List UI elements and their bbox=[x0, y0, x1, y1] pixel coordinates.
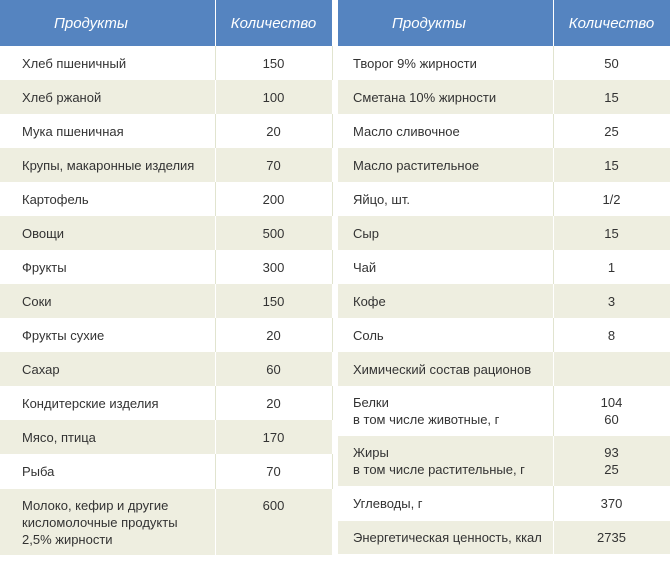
product-name: Углеводы, г bbox=[338, 486, 553, 521]
product-quantity: 20 bbox=[215, 318, 332, 352]
header-quantity: Количество bbox=[215, 0, 332, 46]
product-name bbox=[338, 386, 553, 436]
table-row bbox=[338, 436, 670, 486]
product-name: Крупы, макаронные изделия bbox=[0, 148, 215, 182]
product-quantity bbox=[553, 386, 670, 436]
quantity-line: 60 bbox=[604, 412, 619, 427]
product-quantity: 150 bbox=[215, 46, 332, 80]
product-name: Яйцо, шт. bbox=[338, 182, 553, 216]
table-row bbox=[338, 486, 670, 521]
table-row bbox=[338, 114, 670, 148]
product-quantity: 15 bbox=[553, 148, 670, 182]
products-table-left bbox=[0, 0, 333, 555]
section-heading: Химический состав рационов bbox=[338, 352, 553, 386]
product-name: Фрукты bbox=[0, 250, 215, 284]
header-quantity: Количество bbox=[553, 0, 670, 46]
product-name: Рыба bbox=[0, 454, 215, 489]
products-table-right bbox=[338, 0, 670, 554]
product-quantity: 20 bbox=[215, 386, 332, 420]
product-name-line: Молоко, кефир и другие bbox=[22, 497, 169, 513]
product-quantity: 500 bbox=[215, 216, 332, 250]
product-name: Творог 9% жирности bbox=[338, 46, 553, 80]
table-row bbox=[338, 521, 670, 554]
header-products: Продукты bbox=[0, 0, 215, 46]
product-quantity: 60 bbox=[215, 352, 332, 386]
table-row bbox=[0, 114, 332, 148]
header-row bbox=[338, 0, 670, 46]
product-quantity: 1 bbox=[553, 250, 670, 284]
product-name: Масло сливочное bbox=[338, 114, 553, 148]
product-name bbox=[338, 436, 553, 486]
product-quantity: 370 bbox=[553, 486, 670, 521]
product-name: Картофель bbox=[0, 182, 215, 216]
product-quantity bbox=[553, 352, 670, 386]
product-name: Хлеб ржаной bbox=[0, 80, 215, 114]
product-quantity: 70 bbox=[215, 454, 332, 489]
product-name bbox=[0, 489, 215, 555]
quantity-line: 93 bbox=[604, 445, 619, 460]
header-row bbox=[0, 0, 332, 46]
quantity-line: 104 bbox=[600, 395, 623, 410]
section-heading-row bbox=[338, 352, 670, 386]
product-quantity: 300 bbox=[215, 250, 332, 284]
product-quantity: 2735 bbox=[553, 521, 670, 554]
product-name: Сыр bbox=[338, 216, 553, 250]
product-name: Сахар bbox=[0, 352, 215, 386]
product-quantity: 3 bbox=[553, 284, 670, 318]
table-row bbox=[0, 318, 332, 352]
table-row bbox=[0, 352, 332, 386]
table-row bbox=[338, 216, 670, 250]
table-row bbox=[0, 216, 332, 250]
table-row bbox=[0, 80, 332, 114]
product-name: Кофе bbox=[338, 284, 553, 318]
product-name: Мясо, птица bbox=[0, 420, 215, 454]
product-name-line: 2,5% жирности bbox=[22, 531, 113, 547]
table-row bbox=[0, 250, 332, 284]
product-quantity: 1/2 bbox=[553, 182, 670, 216]
product-name-line: кисломолочные продукты bbox=[22, 514, 178, 530]
product-quantity: 70 bbox=[215, 148, 332, 182]
product-name-line: в том числе животные, г bbox=[353, 412, 500, 427]
product-name: Хлеб пшеничный bbox=[0, 46, 215, 80]
product-quantity bbox=[553, 436, 670, 486]
table-row bbox=[0, 182, 332, 216]
product-quantity: 200 bbox=[215, 182, 332, 216]
product-name: Сметана 10% жирности bbox=[338, 80, 553, 114]
product-name: Энергетическая ценность, ккал bbox=[338, 521, 553, 554]
product-name-line: Жиры bbox=[353, 445, 389, 460]
header-products: Продукты bbox=[338, 0, 553, 46]
product-name: Мука пшеничная bbox=[0, 114, 215, 148]
product-name: Фрукты сухие bbox=[0, 318, 215, 352]
product-name: Кондитерские изделия bbox=[0, 386, 215, 420]
table-row bbox=[0, 46, 332, 80]
table-row bbox=[338, 386, 670, 436]
product-name: Соль bbox=[338, 318, 553, 352]
product-quantity: 100 bbox=[215, 80, 332, 114]
table-row bbox=[338, 318, 670, 352]
table-row bbox=[0, 454, 332, 489]
product-quantity: 20 bbox=[215, 114, 332, 148]
table-row bbox=[0, 489, 332, 555]
product-name: Чай bbox=[338, 250, 553, 284]
product-quantity: 600 bbox=[215, 489, 332, 555]
product-name-line: Белки bbox=[353, 395, 389, 410]
table-row bbox=[0, 284, 332, 318]
product-quantity: 8 bbox=[553, 318, 670, 352]
table-row bbox=[338, 250, 670, 284]
product-quantity: 15 bbox=[553, 80, 670, 114]
table-row bbox=[0, 386, 332, 420]
product-quantity: 150 bbox=[215, 284, 332, 318]
product-name: Соки bbox=[0, 284, 215, 318]
product-name: Масло растительное bbox=[338, 148, 553, 182]
table-row bbox=[338, 284, 670, 318]
table-row bbox=[338, 80, 670, 114]
table-row bbox=[338, 148, 670, 182]
table-row bbox=[338, 182, 670, 216]
table-row bbox=[338, 46, 670, 80]
quantity-line: 25 bbox=[604, 462, 619, 477]
product-quantity: 25 bbox=[553, 114, 670, 148]
product-name-line: в том числе растительные, г bbox=[353, 462, 525, 477]
table-row bbox=[0, 148, 332, 182]
product-name: Овощи bbox=[0, 216, 215, 250]
product-quantity: 170 bbox=[215, 420, 332, 454]
table-row bbox=[0, 420, 332, 454]
product-quantity: 50 bbox=[553, 46, 670, 80]
product-quantity: 15 bbox=[553, 216, 670, 250]
